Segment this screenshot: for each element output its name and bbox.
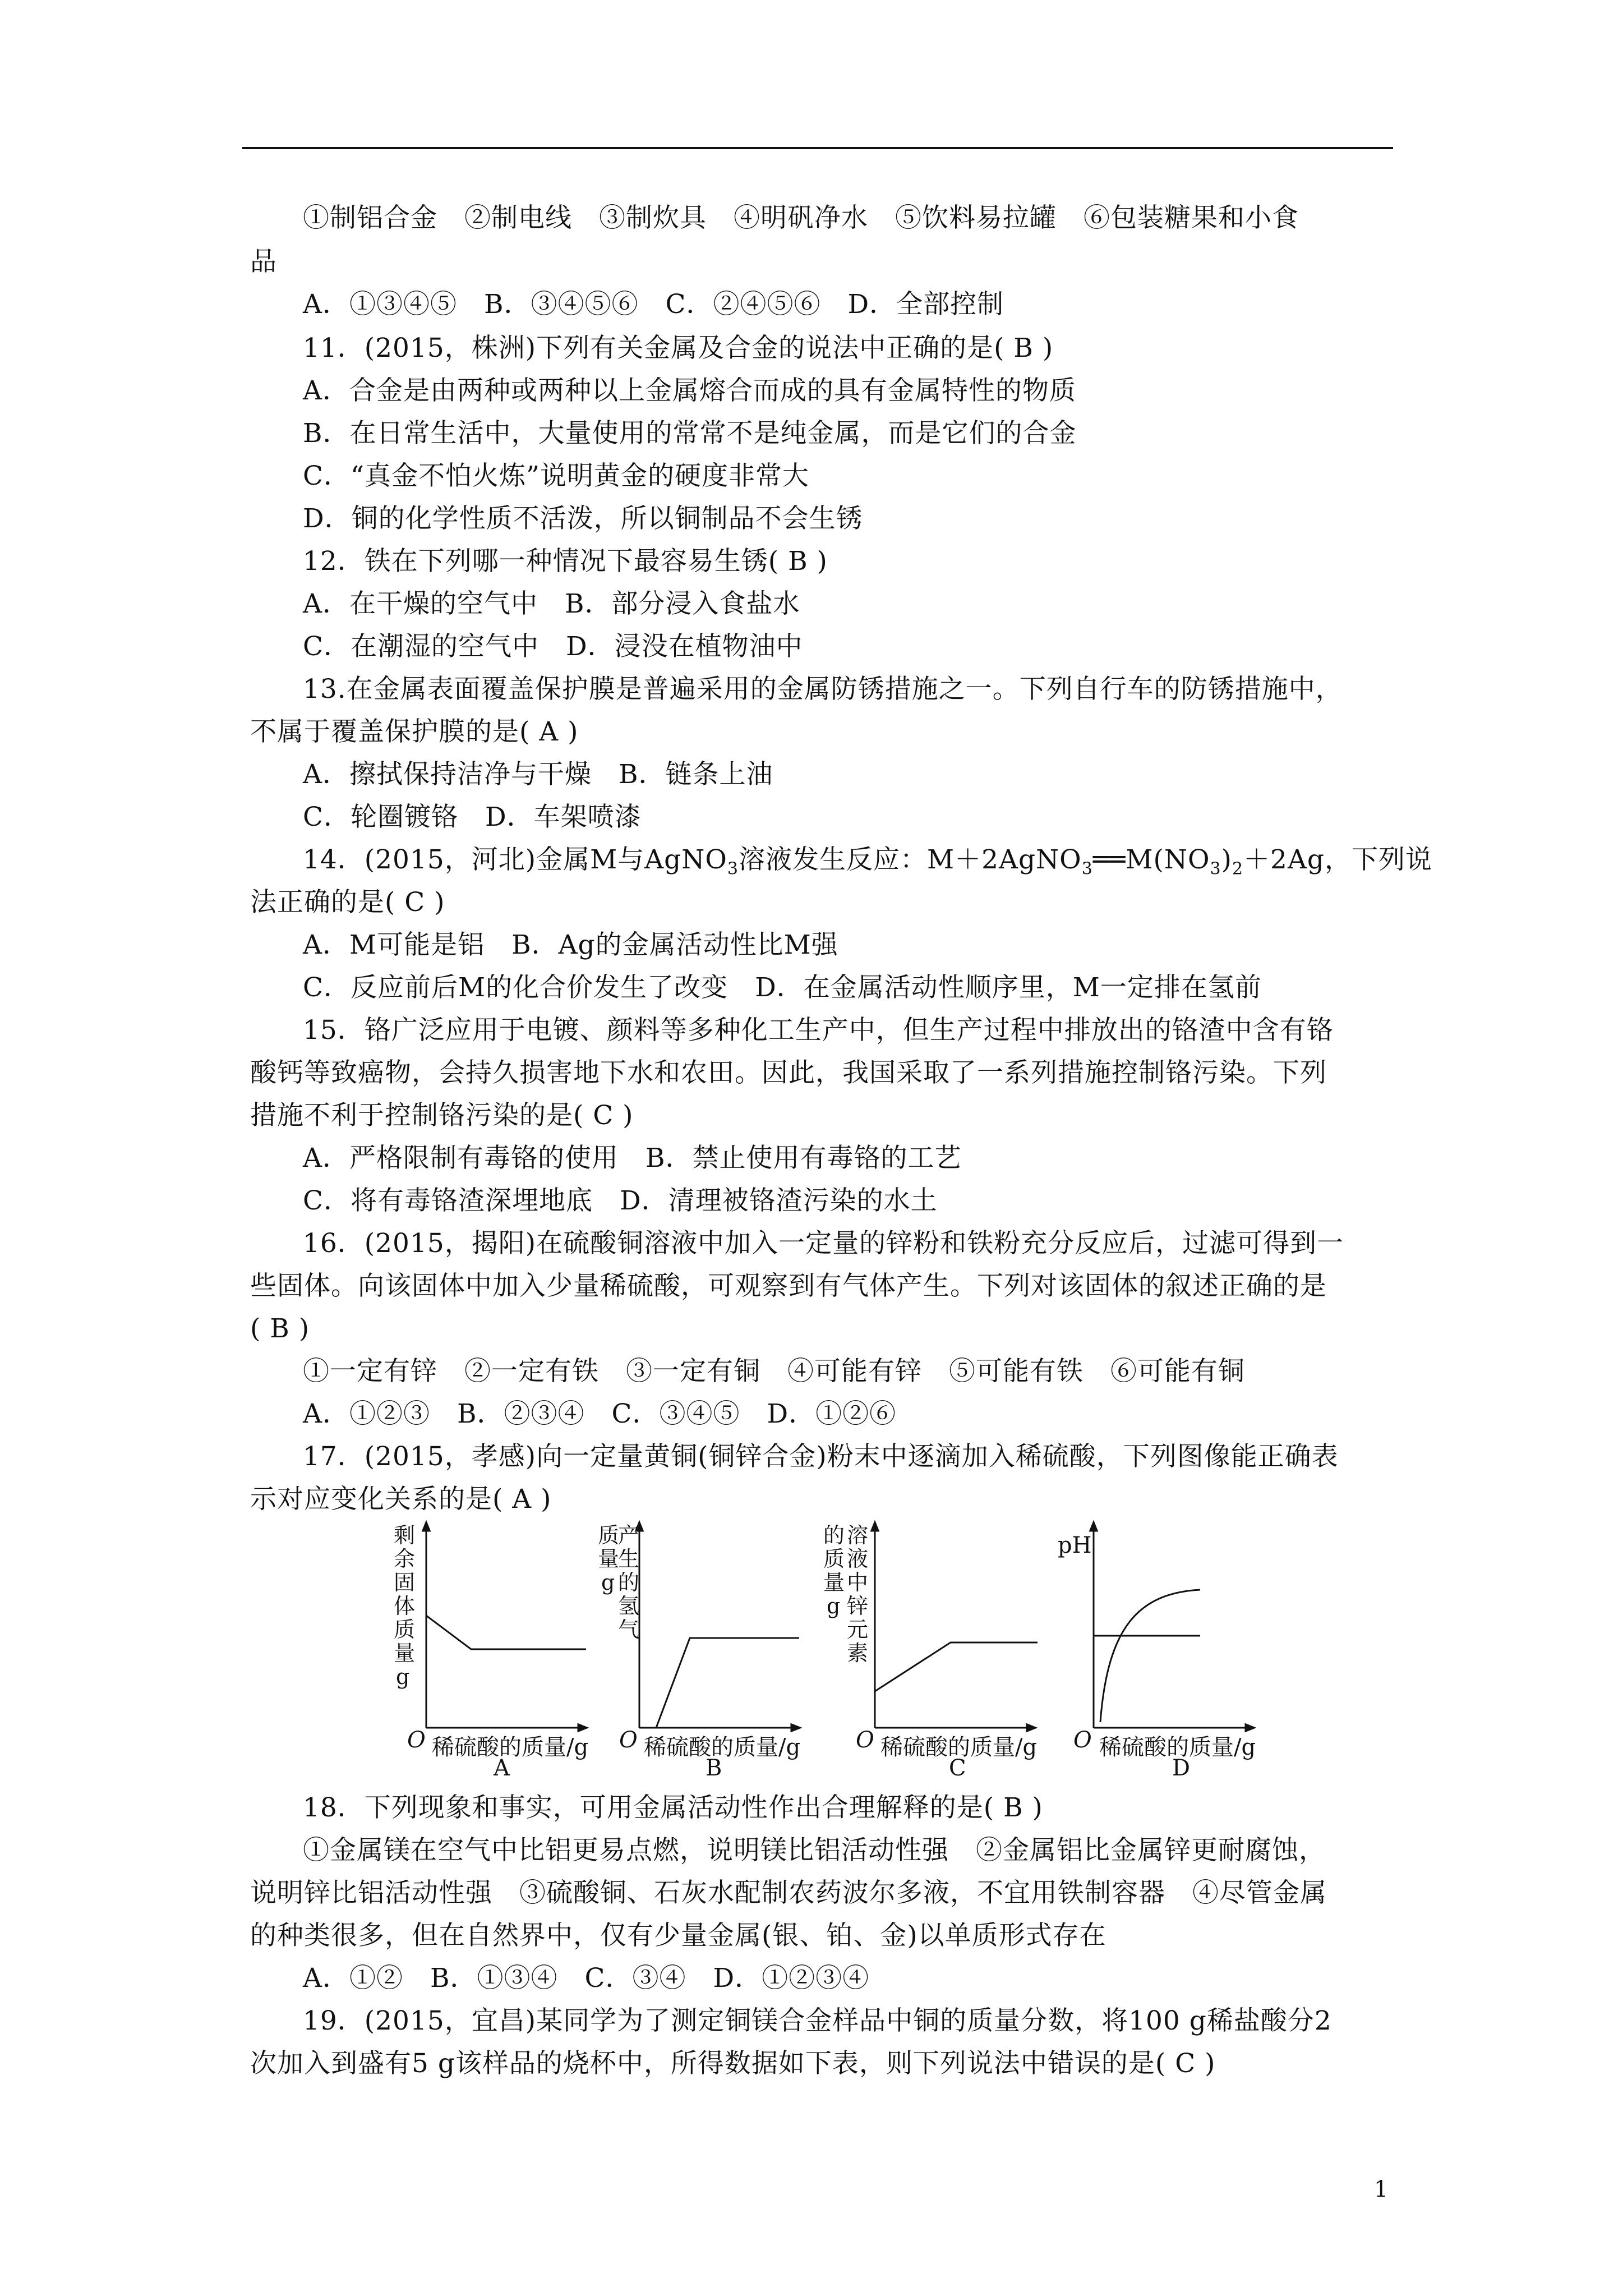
graph-a-xlabel: 稀硫酸的质量/g — [432, 1734, 589, 1760]
svg-text:锌: 锌 — [847, 1594, 869, 1618]
svg-text:余: 余 — [394, 1547, 416, 1571]
text-line: 19．(2015，宜昌)某同学为了测定铜镁合金样品中铜的质量分数，将100 g稀盐酸分2 — [303, 2005, 1332, 2036]
svg-text:液: 液 — [847, 1547, 869, 1571]
text-line: 16．(2015，揭阳)在硫酸铜溶液中加入一定量的锌粉和铁粉充分反应后，过滤可得到一 — [303, 1228, 1344, 1259]
text-line: ①一定有锌 ②一定有铁 ③一定有铜 ④可能有锌 ⑤可能有铁 ⑥可能有铜 — [303, 1356, 1245, 1387]
graph-a-ylabel — [394, 1523, 415, 1689]
text-line: C．反应前后M的化合价发生了改变 D．在金属活动性顺序里，M一定排在氢前 — [303, 972, 1262, 1003]
text-line: D．铜的化学性质不活泼，所以铜制品不会生锈 — [303, 503, 863, 534]
graph-c — [823, 1523, 1038, 1781]
svg-text:g: g — [827, 1594, 841, 1618]
graph-d-ylabel: pH — [1058, 1533, 1092, 1558]
text-line: 些固体。向该固体中加入少量稀硫酸，可观察到有气体产生。下列对该固体的叙述正确的是 — [250, 1271, 1327, 1301]
text-line: 说明锌比铝活动性强 ③硫酸铜、石灰水配制农药波尔多液，不宜用铁制容器 ④尽管金属 — [250, 1878, 1327, 1908]
text-line: B．在日常生活中，大量使用的常常不是纯金属，而是它们的合金 — [303, 418, 1077, 449]
graph-b-curve — [656, 1638, 799, 1728]
text-line: A．在干燥的空气中 B．部分浸入食盐水 — [303, 588, 800, 619]
text-line: 12．铁在下列哪一种情况下最容易生锈( B ) — [303, 546, 828, 577]
graph-c-origin: O — [856, 1727, 874, 1753]
svg-text:g: g — [601, 1570, 615, 1595]
svg-text:的: 的 — [618, 1570, 640, 1595]
svg-text:质: 质 — [823, 1547, 845, 1571]
graph-b-xlabel: 稀硫酸的质量/g — [644, 1734, 801, 1760]
graph-b-ylabel — [598, 1523, 639, 1642]
svg-text:体: 体 — [394, 1594, 416, 1618]
svg-text:气: 气 — [618, 1617, 640, 1642]
text-line: 次加入到盛有5 g该样品的烧杯中，所得数据如下表，则下列说法中错误的是( C ) — [250, 2048, 1216, 2079]
text-line: 13.在金属表面覆盖保护膜是普遍采用的金属防锈措施之一。下列自行车的防锈措施中， — [303, 674, 1343, 705]
graph-d-letter: D — [1172, 1755, 1191, 1781]
svg-text:g: g — [396, 1664, 410, 1689]
text-line: 法正确的是( C ) — [250, 887, 445, 918]
svg-text:的: 的 — [823, 1523, 845, 1548]
graph-a-curve — [426, 1616, 586, 1649]
graph-b-letter: B — [706, 1755, 722, 1781]
graph-c-xlabel: 稀硫酸的质量/g — [880, 1734, 1038, 1760]
graph-d-origin: O — [1073, 1727, 1092, 1753]
text-line: 的种类很多，但在自然界中，仅有少量金属(银、铂、金)以单质形式存在 — [250, 1920, 1106, 1951]
graph-b — [598, 1523, 800, 1781]
text-line: 品 — [250, 246, 277, 277]
svg-text:元: 元 — [847, 1617, 869, 1642]
text-line: 措施不利于控制铬污染的是( C ) — [250, 1100, 634, 1131]
text-line: A．①② B．①③④ C．③④ D．①②③④ — [303, 1963, 870, 1994]
text-line: ①金属镁在空气中比铝更易点燃，说明镁比铝活动性强 ②金属铝比金属锌更耐腐蚀， — [303, 1835, 1326, 1866]
option-graphs — [393, 1520, 1301, 1781]
svg-text:生: 生 — [618, 1547, 640, 1571]
text-line: 18．下列现象和事实，可用金属活动性作出合理解释的是( B ) — [303, 1792, 1043, 1823]
text-line: A．M可能是铝 B．Ag的金属活动性比M强 — [303, 930, 838, 960]
text-line: ①制铝合金 ②制电线 ③制炊具 ④明矾净水 ⑤饮料易拉罐 ⑥包装糖果和小食 — [303, 203, 1299, 233]
graph-a-letter: A — [494, 1755, 510, 1781]
graph-b-origin: O — [619, 1727, 638, 1753]
svg-text:量: 量 — [394, 1641, 416, 1665]
text-line: 酸钙等致癌物，会持久损害地下水和农田。因此，我国采取了一系列措施控制铬污染。下列 — [250, 1057, 1327, 1088]
svg-text:量: 量 — [598, 1547, 620, 1571]
svg-text:剩: 剩 — [394, 1523, 416, 1548]
graph-a — [394, 1523, 588, 1781]
graph-a-origin: O — [407, 1727, 426, 1753]
graph-d-curve — [1100, 1590, 1200, 1722]
text-line: A．擦拭保持洁净与干燥 B．链条上油 — [303, 759, 773, 790]
text-line: C．“真金不怕火炼”说明黄金的硬度非常大 — [303, 461, 810, 491]
text-line: ( B ) — [250, 1313, 310, 1344]
text-line: 示对应变化关系的是( A ) — [250, 1484, 552, 1515]
text-line: 11．(2015，株洲)下列有关金属及合金的说法中正确的是( B ) — [303, 333, 1054, 364]
svg-text:质: 质 — [394, 1617, 416, 1642]
text-line: A．严格限制有毒铬的使用 B．禁止使用有毒铬的工艺 — [303, 1143, 962, 1174]
header-rule — [242, 147, 1393, 149]
graph-c-ylabel — [823, 1523, 868, 1665]
text-line: C．在潮湿的空气中 D．浸没在植物油中 — [303, 631, 803, 662]
graph-d-xlabel: 稀硫酸的质量/g — [1099, 1734, 1256, 1760]
graph-c-curve — [875, 1642, 1038, 1691]
text-line: 17．(2015，孝感)向一定量黄铜(铜锌合金)粉末中逐滴加入稀硫酸，下列图像能正确表 — [303, 1441, 1339, 1472]
graph-d — [1058, 1526, 1256, 1781]
svg-text:氢: 氢 — [618, 1594, 640, 1618]
text-line: A．①③④⑤ B．③④⑤⑥ C．②④⑤⑥ D．全部控制 — [303, 289, 1004, 320]
text-line: A．合金是由两种或两种以上金属熔合而成的具有金属特性的物质 — [303, 375, 1076, 406]
graphs-svg — [393, 1520, 1301, 1781]
page-number: 1 — [1374, 2177, 1389, 2202]
text-line: 不属于覆盖保护膜的是( A ) — [250, 716, 579, 747]
svg-text:产: 产 — [618, 1523, 640, 1548]
text-line: 14．(2015，河北)金属M与AgNO$_3$溶液发生反应：$M+2AgNO_3══M(NO_3)_2+2Ag$，下列说 — [303, 844, 1432, 879]
svg-text:质: 质 — [598, 1523, 620, 1548]
svg-text:溶: 溶 — [847, 1523, 869, 1548]
svg-text:中: 中 — [847, 1570, 869, 1595]
text-line: 15．铬广泛应用于电镀、颜料等多种化工生产中，但生产过程中排放出的铬渣中含有铬 — [303, 1015, 1334, 1046]
svg-text:固: 固 — [394, 1570, 416, 1595]
svg-text:量: 量 — [823, 1570, 845, 1595]
svg-text:素: 素 — [847, 1641, 869, 1665]
text-line: A．①②③ B．②③④ C．③④⑤ D．①②⑥ — [303, 1398, 897, 1429]
text-line: C．轮圈镀铬 D．车架喷漆 — [303, 802, 642, 832]
graph-c-letter: C — [949, 1755, 966, 1781]
text-line: C．将有毒铬渣深埋地底 D．清理被铬渣污染的水土 — [303, 1185, 938, 1216]
